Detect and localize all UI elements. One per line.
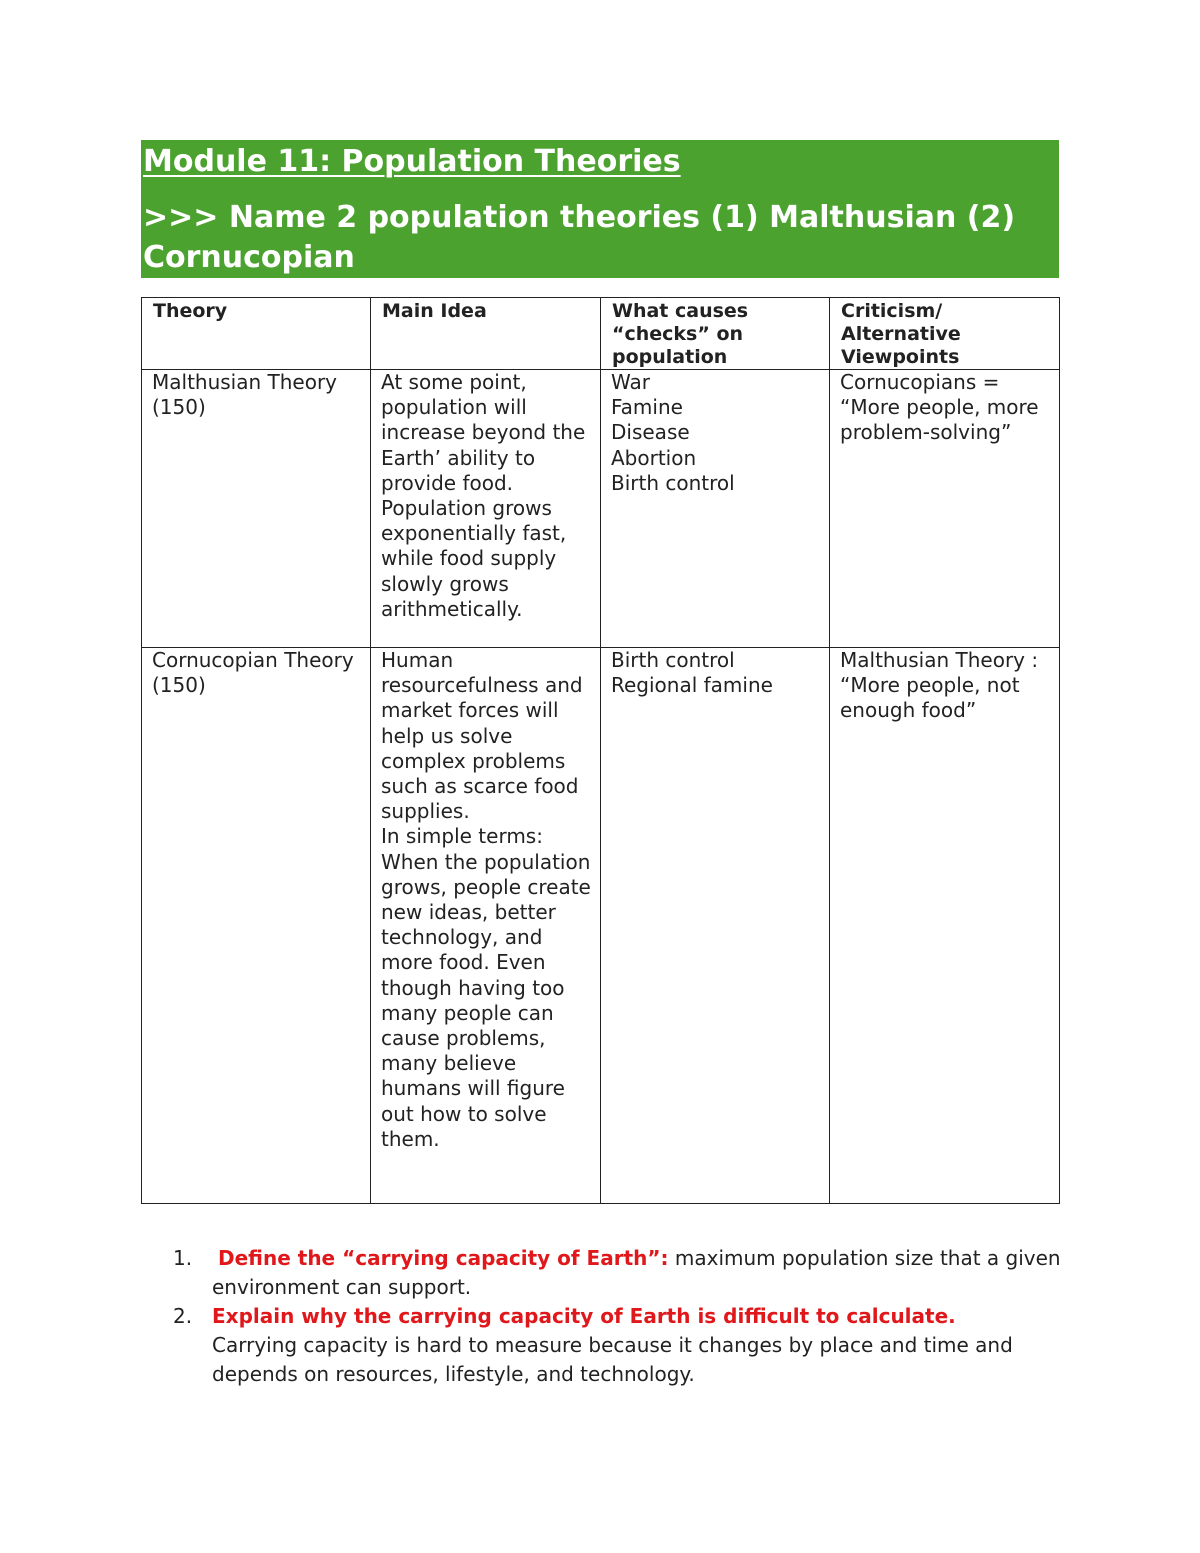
cell-theory: Malthusian Theory (150) <box>142 370 371 648</box>
table-row-cornucopian <box>142 648 1060 1204</box>
cell-checks <box>601 648 830 1204</box>
question-item <box>173 1244 1073 1302</box>
cell-criticism: Cornucopians = “More people, more problem-solving” <box>830 370 1060 648</box>
question-number: 1. <box>173 1246 193 1270</box>
table-row-malthusian <box>142 370 1060 648</box>
question-number: 2. <box>173 1304 193 1328</box>
module-title: Module 11: Population Theories <box>143 144 681 179</box>
cell-checks <box>601 370 830 648</box>
cell-main-idea <box>371 648 601 1204</box>
check-item: Famine <box>611 395 683 420</box>
check-item: Regional famine <box>611 673 773 698</box>
question-item <box>173 1302 1073 1389</box>
cell-criticism: Malthusian Theory : “More people, not enough food” <box>830 648 1060 1204</box>
column-header-criticism: Criticism/ Alternative Viewpoints <box>830 298 1060 370</box>
main-idea-paragraph: In simple terms: When the population grows, people create new ideas, better technology, and more food. Even though having too many people can cause problems, many believe humans will figure out how to solve them. <box>381 824 591 1151</box>
table-header-row <box>142 298 1060 370</box>
question-prompt: Define the “carrying capacity of Earth”: <box>218 1246 669 1270</box>
check-item: Birth control <box>611 470 735 495</box>
check-item: Birth control <box>611 648 735 672</box>
question-answer: Carrying capacity is hard to measure because it changes by place and time and depends on resources, lifestyle, and technology. <box>212 1333 1013 1386</box>
cell-main-idea: At some point, population will increase beyond the Earth’ ability to provide food. Population grows exponentially fast, while food supply slowly grows arithmetically. <box>371 370 601 648</box>
module-header-banner <box>141 140 1059 278</box>
question-answer: maximum population size that a given environment can support. <box>212 1246 1061 1299</box>
column-header-theory: Theory <box>142 298 371 370</box>
check-item: Abortion <box>611 445 697 470</box>
check-item: Disease <box>611 420 690 445</box>
population-theories-table <box>141 297 1060 1204</box>
column-header-checks: What causes “checks” on population <box>601 298 830 370</box>
check-item: War <box>611 370 650 394</box>
cell-theory: Cornucopian Theory (150) <box>142 648 371 1204</box>
question-prompt: Explain why the carrying capacity of Earth is difficult to calculate. <box>212 1304 956 1328</box>
question-list <box>173 1244 1073 1389</box>
column-header-main-idea: Main Idea <box>371 298 601 370</box>
main-idea-paragraph: Human resourcefulness and market forces will help us solve complex problems such as scarce food supplies. <box>381 648 583 824</box>
module-subtitle: >>> Name 2 population theories (1) Malthusian (2) Cornucopian <box>143 200 1016 275</box>
